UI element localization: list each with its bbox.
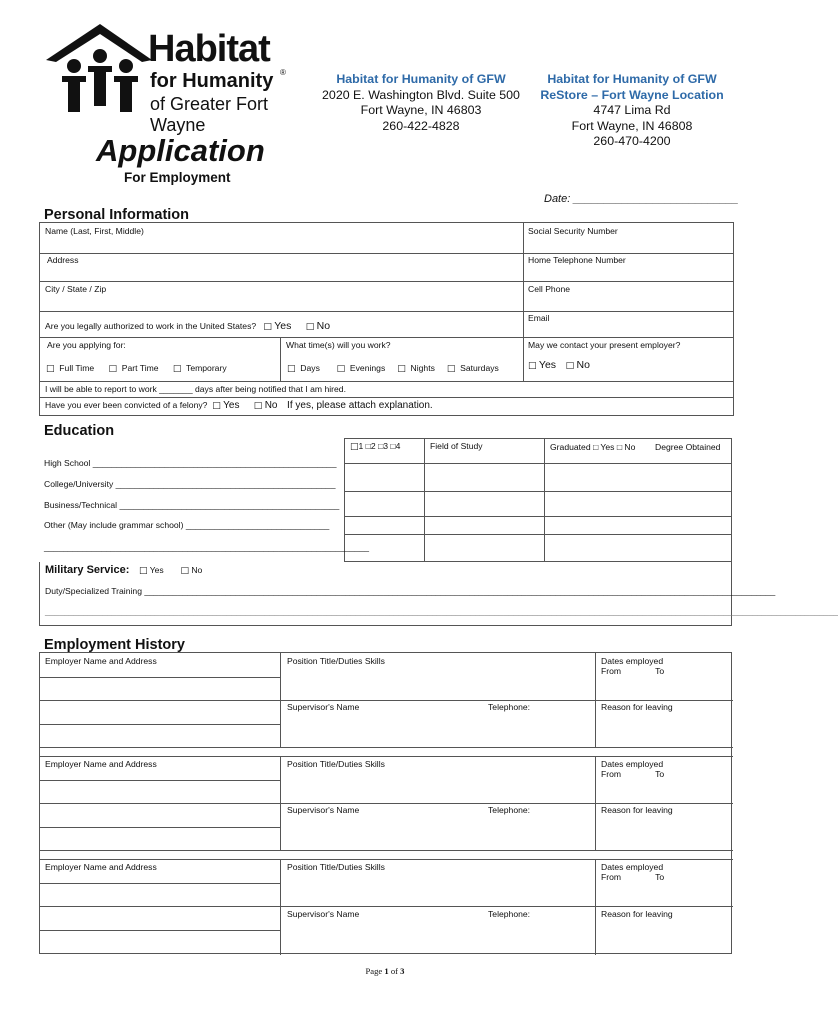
full-time-label: Full Time xyxy=(59,363,95,373)
employment-heading: Employment History xyxy=(44,637,185,653)
contact-yes-label: Yes xyxy=(538,359,557,371)
dates-1-label: Dates employed xyxy=(601,656,664,666)
footer-page: 1 xyxy=(384,966,389,976)
logo-line1: Habitat xyxy=(148,28,270,70)
military-yes-label: Yes xyxy=(149,565,164,575)
position-3-field[interactable]: Position Title/Duties Skills xyxy=(287,862,385,872)
felony-yes-checkbox[interactable]: □ xyxy=(212,401,221,411)
military-heading: Military Service: xyxy=(45,564,130,576)
education-heading: Education xyxy=(44,423,115,439)
felony-label: Have you ever been convicted of a felony? xyxy=(45,400,208,410)
military-no-label: No xyxy=(191,565,203,575)
supervisor-2-field[interactable]: Supervisor's Name xyxy=(287,805,360,815)
dates-1-field[interactable] xyxy=(601,656,664,676)
supervisor-1-field[interactable]: Supervisor's Name xyxy=(287,702,360,712)
education-table xyxy=(39,438,732,562)
employer-3-field[interactable]: Employer Name and Address xyxy=(45,862,157,872)
dates-2-field[interactable] xyxy=(601,759,664,779)
city-field[interactable]: City / State / Zip xyxy=(45,284,107,294)
office-restore-phone: 260-470-4200 xyxy=(593,134,671,148)
education-graduated-header: Graduated □ Yes □ No xyxy=(550,442,636,452)
contact-yes-checkbox[interactable]: □ xyxy=(528,361,537,371)
felony-no-label: No xyxy=(264,400,278,411)
applying-label: Are you applying for: xyxy=(47,340,126,350)
authorized-label: Are you legally authorized to work in the United States? xyxy=(45,321,257,331)
telephone-3-field[interactable]: Telephone: xyxy=(488,909,531,919)
applying-options xyxy=(46,363,227,374)
dates-2-label: Dates employed xyxy=(601,759,664,769)
page-footer xyxy=(0,966,770,976)
habitat-logo xyxy=(44,22,306,135)
date-field[interactable]: Date: ___________________________ xyxy=(544,193,739,205)
dates-3-field[interactable] xyxy=(601,862,664,882)
education-field-header: Field of Study xyxy=(430,441,483,451)
ssn-field[interactable]: Social Security Number xyxy=(528,226,618,236)
footer-mid: of xyxy=(388,966,401,976)
part-time-label: Part Time xyxy=(121,363,159,373)
college-field[interactable]: College/University ______________________________________________ xyxy=(44,479,336,489)
military-question xyxy=(45,564,202,576)
office-restore-name: Habitat for Humanity of GFW xyxy=(547,72,717,86)
authorized-yes-label: Yes xyxy=(274,320,292,332)
cell-phone-field[interactable]: Cell Phone xyxy=(528,284,571,294)
footer-prefix: Page xyxy=(365,966,385,976)
contact-employer-options xyxy=(528,359,590,371)
office-main-addr1: 2020 E. Washington Blvd. Suite 500 xyxy=(322,87,520,102)
house-people-icon xyxy=(44,22,154,126)
authorized-question xyxy=(45,320,330,332)
report-statement: I will be able to report to work _______ days after being notified that I am hired. xyxy=(45,384,346,394)
employment-table xyxy=(39,652,732,954)
personal-table xyxy=(39,222,734,416)
nights-checkbox[interactable]: □ xyxy=(397,364,406,374)
authorized-no-checkbox[interactable]: □ xyxy=(305,322,315,332)
dates-3-label: Dates employed xyxy=(601,862,664,872)
evenings-checkbox[interactable]: □ xyxy=(336,364,346,374)
supervisor-3-field[interactable]: Supervisor's Name xyxy=(287,909,360,919)
military-no-checkbox[interactable]: □ xyxy=(180,566,189,576)
dates-1-from: From xyxy=(601,666,622,676)
office-restore-name2: ReStore – Fort Wayne Location xyxy=(540,87,724,102)
home-phone-field[interactable]: Home Telephone Number xyxy=(528,255,626,265)
contact-no-label: No xyxy=(576,359,590,371)
authorized-yes-checkbox[interactable]: □ xyxy=(263,322,272,332)
office-main-addr2: Fort Wayne, IN 46803 xyxy=(360,103,482,117)
office-main xyxy=(314,72,528,134)
times-label: What time(s) will you work? xyxy=(286,340,391,350)
dates-3-from: From xyxy=(601,872,622,882)
authorized-no-label: No xyxy=(316,320,331,332)
email-field[interactable]: Email xyxy=(528,313,550,323)
page-subtitle: For Employment xyxy=(124,170,231,185)
employer-2-field[interactable]: Employer Name and Address xyxy=(45,759,157,769)
times-options xyxy=(287,363,499,374)
logo-registered: ® xyxy=(280,68,286,77)
duty-field[interactable]: Duty/Specialized Training ____________________________________________________________________________________________________________________________________ xyxy=(45,586,776,596)
logo-line3: of Greater Fort Wayne xyxy=(150,94,269,135)
days-label: Days xyxy=(300,363,320,373)
days-checkbox[interactable]: □ xyxy=(287,364,296,374)
reason-2-field[interactable]: Reason for leaving xyxy=(601,805,673,815)
saturdays-checkbox[interactable]: □ xyxy=(446,364,456,374)
telephone-2-field[interactable]: Telephone: xyxy=(488,805,531,815)
logo-line2: for Humanity xyxy=(150,70,274,92)
education-degree-header: Degree Obtained xyxy=(655,442,721,452)
address-field[interactable]: Address xyxy=(47,255,79,265)
office-restore-addr2: Fort Wayne, IN 46808 xyxy=(571,118,693,133)
saturdays-label: Saturdays xyxy=(460,363,499,373)
full-time-checkbox[interactable]: □ xyxy=(46,364,55,374)
page-title: Application xyxy=(96,133,265,168)
duty-extra-line[interactable]: ______________________________________________________________________________________________________________________________________________________________________ xyxy=(45,606,838,616)
employer-1-field[interactable]: Employer Name and Address xyxy=(45,656,157,666)
high-school-field[interactable]: High School ___________________________________________________ xyxy=(44,458,337,468)
temporary-label: Temporary xyxy=(186,363,227,373)
reason-3-field[interactable]: Reason for leaving xyxy=(601,909,673,919)
dates-3-to: To xyxy=(655,872,665,882)
office-restore-addr1: 4747 Lima Rd xyxy=(593,103,671,117)
personal-heading: Personal Information xyxy=(44,207,190,223)
felony-no-checkbox[interactable]: □ xyxy=(253,401,263,411)
position-2-field[interactable]: Position Title/Duties Skills xyxy=(287,759,385,769)
education-extra-line[interactable]: ____________________________________________________________________ xyxy=(44,542,370,552)
dates-2-from: From xyxy=(601,769,622,779)
office-main-phone: 260-422-4828 xyxy=(382,118,460,133)
evenings-label: Evenings xyxy=(349,363,386,373)
dates-2-to: To xyxy=(655,769,665,779)
position-1-field[interactable]: Position Title/Duties Skills xyxy=(287,656,385,666)
other-school-field[interactable]: Other (May include grammar school) ______________________________ xyxy=(44,520,330,530)
year-1-checkbox[interactable]: □ xyxy=(350,442,359,452)
footer-total: 3 xyxy=(400,966,405,976)
nights-label: Nights xyxy=(410,363,435,373)
felony-question xyxy=(45,400,433,411)
office-main-name: Habitat for Humanity of GFW xyxy=(336,72,506,86)
felony-yes-label: Yes xyxy=(223,400,240,411)
education-years: □1 □2 □3 □4 xyxy=(350,441,401,452)
telephone-1-field[interactable]: Telephone: xyxy=(488,702,531,712)
dates-1-to: To xyxy=(655,666,665,676)
office-restore xyxy=(530,72,734,150)
reason-1-field[interactable]: Reason for leaving xyxy=(601,702,673,712)
felony-note: If yes, please attach explanation. xyxy=(287,400,433,411)
business-field[interactable]: Business/Technical ______________________________________________ xyxy=(44,500,340,510)
temporary-checkbox[interactable]: □ xyxy=(172,364,182,374)
contact-no-checkbox[interactable]: □ xyxy=(565,361,575,371)
part-time-checkbox[interactable]: □ xyxy=(108,364,117,374)
military-yes-checkbox[interactable]: □ xyxy=(138,566,148,576)
contact-employer-label: May we contact your present employer? xyxy=(528,340,681,350)
name-field[interactable]: Name (Last, First, Middle) xyxy=(45,226,144,236)
military-section xyxy=(39,562,838,626)
